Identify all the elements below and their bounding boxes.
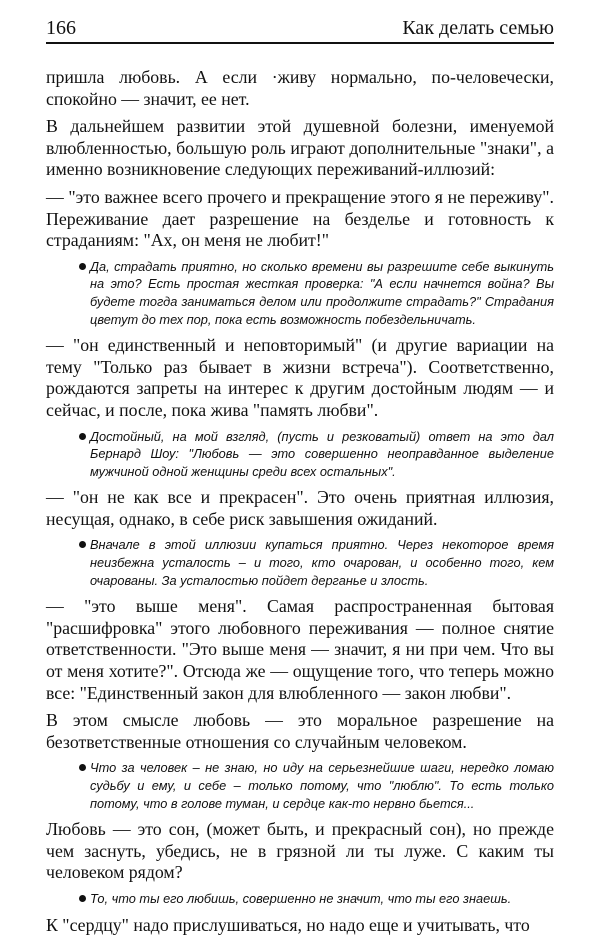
bullet-icon xyxy=(79,895,86,902)
side-note-text: То, что ты его любишь, совершенно не значит, что ты его знаешь. xyxy=(90,890,512,906)
paragraph-7: В этом смысле любовь — это моральное разрешение на безответственные отношения со случайным человеком. xyxy=(46,710,554,752)
paragraph-1: пришла любовь. А если ·живу нормально, по-человечески, спокойно — значит, ее нет. xyxy=(46,67,554,109)
side-note-text: Достойный, на мой взгляд, (пусть и резковатый) ответ на это дал Бернард Шоу: "Любовь — это совершенно неоправданное выделение мужчиной одной женщины среди всех остальных". xyxy=(90,428,554,479)
side-note-text: Что за человек – не знаю, но иду на серьезнейшие шаги, нередко ломаю судьбу и ему, и себе – только потому, что "люблю". То есть только потому, что в голове туман, и сердце как-то нервно бьется... xyxy=(90,760,554,811)
side-note-text: Да, страдать приятно, но сколько времени вы разрешите себе выкинуть на это? Есть простая жесткая проверка: "А если начнется война? Вы будете тогда заниматься делом или продолжите страдать?" Страдания цветут до тех пор, пока есть возможность побездельничать. xyxy=(90,258,554,327)
bullet-icon xyxy=(79,263,86,270)
paragraph-5: — "он не как все и прекрасен". Это очень приятная иллюзия, несущая, однако, в себе риск завышения ожиданий. xyxy=(46,487,554,529)
bullet-icon xyxy=(79,764,86,771)
side-note-1 xyxy=(46,258,554,328)
paragraph-4: — "он единственный и неповторимый" (и другие вариации на тему "Только раз бывает в жизни встреча"). Соответственно, рождаются запреты на интерес к другим достойным людям — и сейчас, и после, пока жива "память любви". xyxy=(46,335,554,420)
paragraph-8: Любовь — это сон, (может быть, и прекрасный сон), но прежде чем заснуть, убедись, не в грязной ли ты луже. С каким ты человеком рядом? xyxy=(46,819,554,883)
page-number: 166 xyxy=(46,17,76,39)
side-note-text: Вначале в этой иллюзии купаться приятно. Через некоторое время неизбежна усталость – и того, кто очарован, и особенно того, кем очарованы. За усталостью пойдет дерганье и злость. xyxy=(90,537,554,588)
side-note-5 xyxy=(46,890,554,908)
side-note-2 xyxy=(46,428,554,481)
side-note-3 xyxy=(46,536,554,589)
page-header xyxy=(46,14,554,44)
paragraph-9: К "сердцу" надо прислушиваться, но надо еще и учитывать, что xyxy=(46,914,530,935)
paragraph-6: — "это выше меня". Самая распространенная бытовая "расшифровка" этого любовного переживания — полное снятие ответственности. "Это выше меня — значит, я ни при чем. Что вы от меня хотите?". Отсюда же — ощущение того, что теперь можно все: "Единственный закон для влюбленного — закон любви". xyxy=(46,596,554,703)
page-body xyxy=(46,67,554,936)
paragraph-2: В дальнейшем развитии этой душевной болезни, именуемой влюбленностью, большую роль играют дополнительные "знаки", а именно возникновение следующих переживаний-иллюзий: xyxy=(46,116,554,180)
bullet-icon xyxy=(79,433,86,440)
bullet-icon xyxy=(79,541,86,548)
paragraph-3: — "это важнее всего прочего и прекращение этого я не переживу". Переживание дает разрешение на безделье и готовность к страданиям: "Ах, он меня не любит!" xyxy=(46,186,554,251)
running-title: Как делать семью xyxy=(402,17,554,39)
side-note-4 xyxy=(46,759,554,812)
book-page xyxy=(46,14,554,942)
